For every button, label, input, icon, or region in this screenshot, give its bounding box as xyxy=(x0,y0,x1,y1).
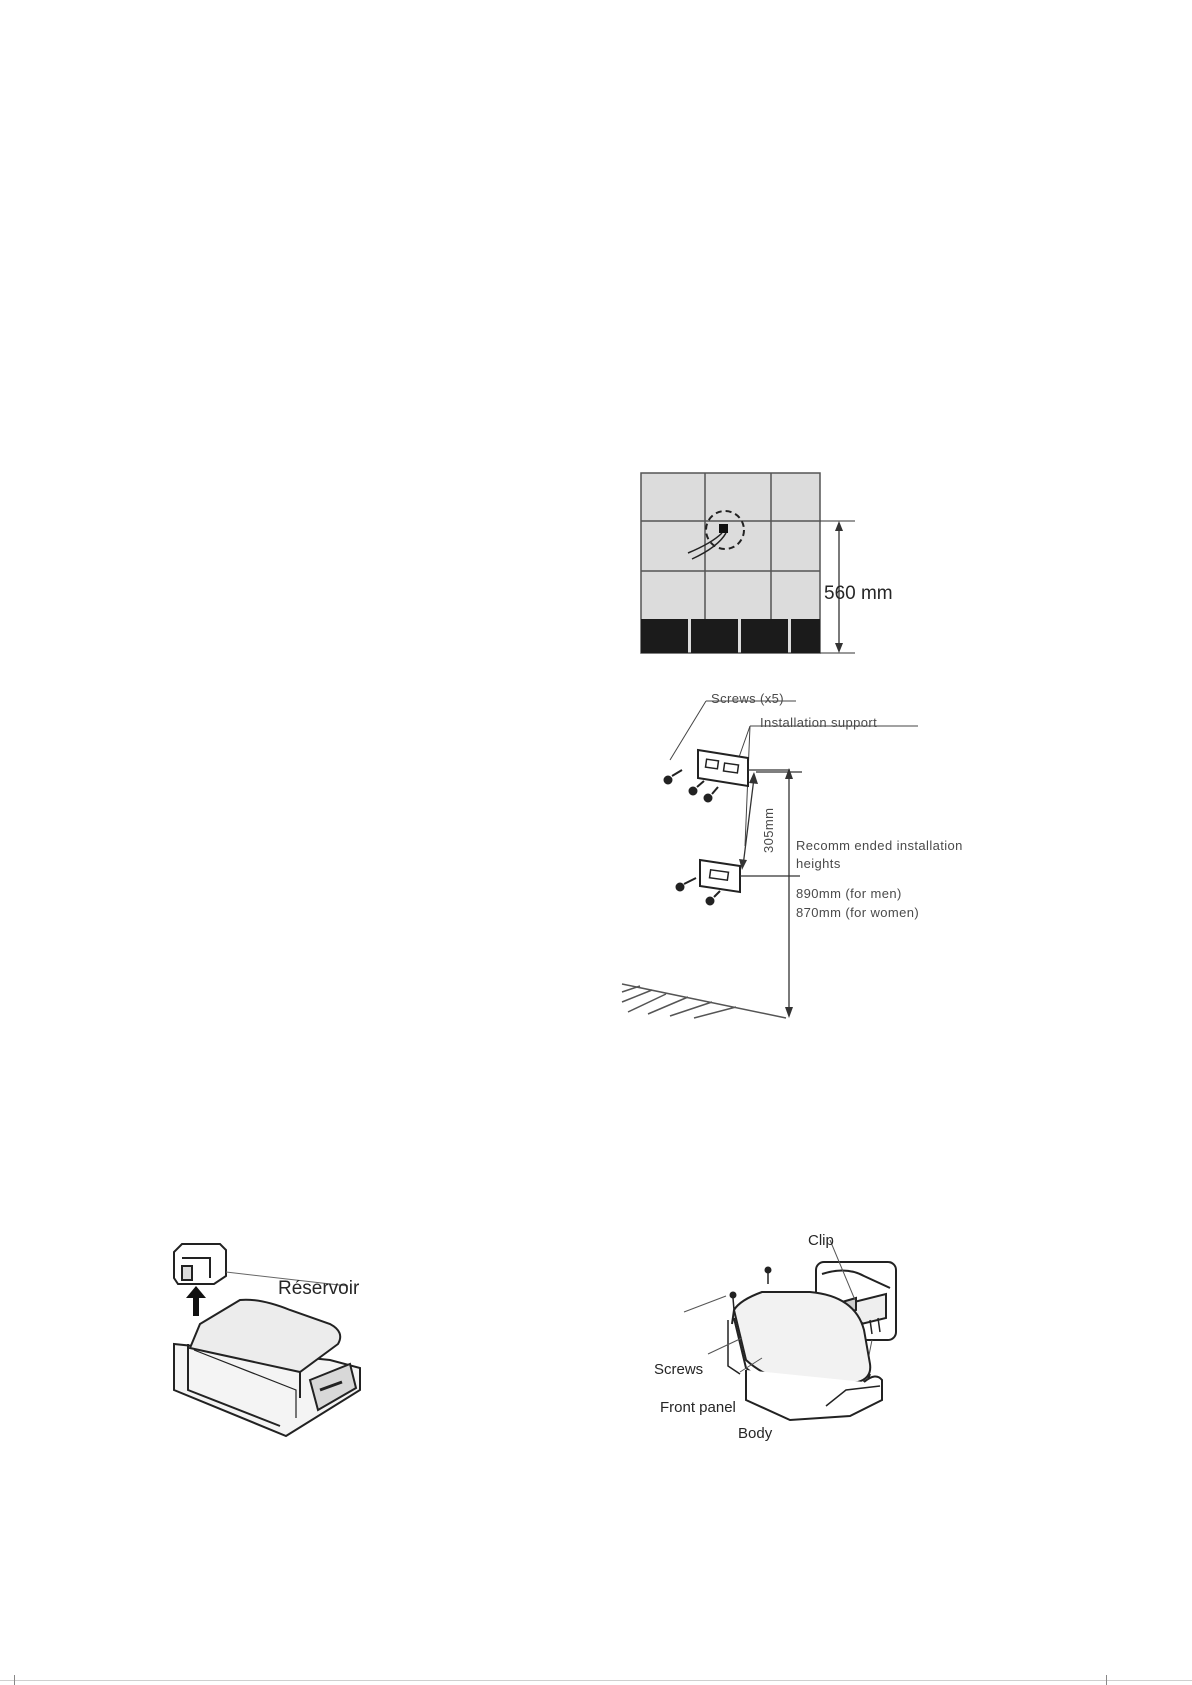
up-arrow-icon xyxy=(186,1286,206,1316)
height-men-label: 890mm (for men) xyxy=(796,886,902,901)
reservoir-icon xyxy=(174,1244,226,1284)
body-label: Body xyxy=(738,1425,773,1442)
screws-count-label: Screws (x5) xyxy=(711,691,785,706)
urinal-body-icon xyxy=(174,1300,360,1436)
recommended-heights-line1: Recomm ended installation xyxy=(796,838,963,853)
height-arrow xyxy=(748,768,793,1018)
footer-tick-right xyxy=(1106,1675,1107,1685)
height-women-label: 870mm (for women) xyxy=(796,905,920,920)
footer-tick-left xyxy=(14,1675,15,1685)
wall-tile-diagram xyxy=(630,465,860,655)
reservoir-removal-diagram xyxy=(170,1240,370,1450)
lower-bracket xyxy=(700,860,740,892)
floor-hatching xyxy=(622,984,786,1018)
clip-label: Clip xyxy=(808,1232,834,1249)
upper-bracket xyxy=(698,750,748,786)
tile-height-label: 560 mm xyxy=(824,583,893,604)
baseboard-tiles xyxy=(641,619,820,653)
spacing-label: 305mm xyxy=(761,807,776,853)
recommended-heights-line2: heights xyxy=(796,856,841,871)
installation-support-label: Installation support xyxy=(760,715,878,730)
screws-label: Screws xyxy=(654,1361,704,1378)
page-footer-rule xyxy=(0,1680,1192,1681)
reservoir-label: Réservoir xyxy=(278,1278,360,1299)
front-panel-label: Front panel xyxy=(660,1399,736,1416)
